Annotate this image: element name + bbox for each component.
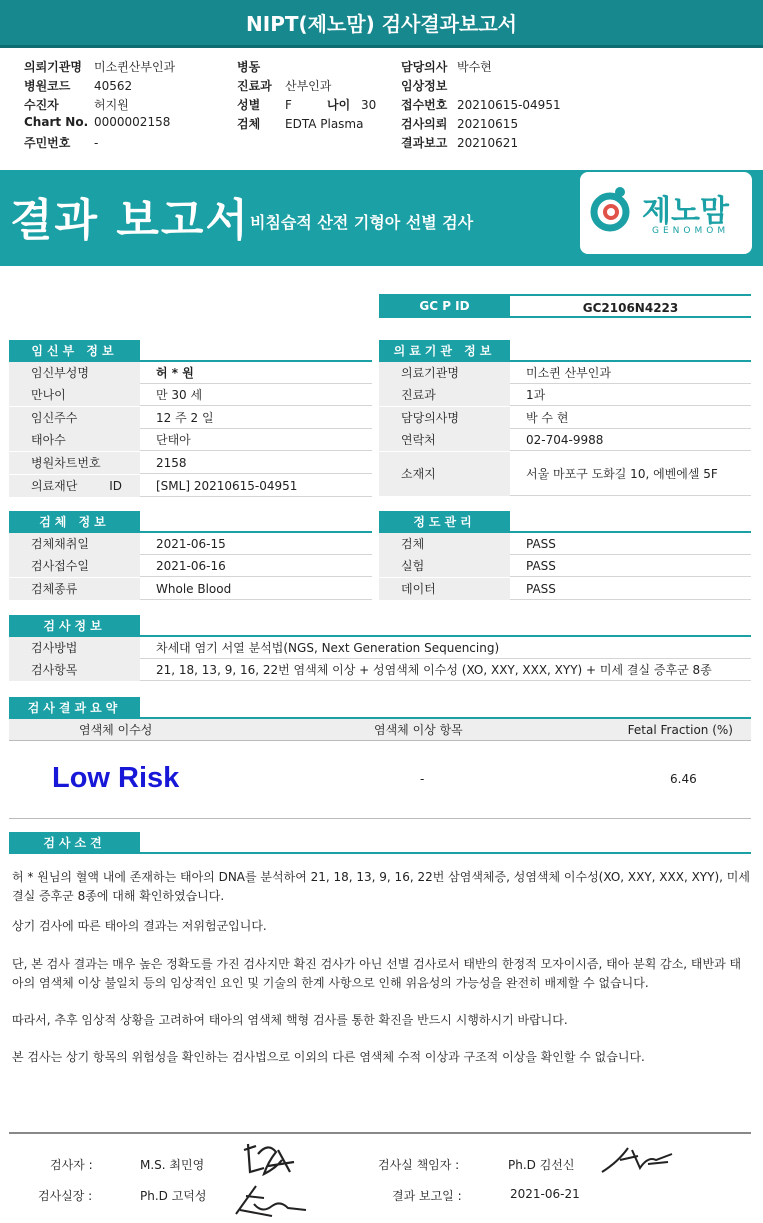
section-findings: 검사소견 (9, 832, 140, 854)
qc-info-value: PASS (526, 582, 556, 596)
info-specimen: 검체 EDTA Plasma (237, 117, 364, 131)
report-date-label: 결과 보고일 : (392, 1189, 462, 1203)
report-title: NIPT(제노맘) 검사결과보고서 (0, 0, 763, 48)
sample-info-value: 2021-06-16 (156, 559, 226, 573)
sample-info-row (9, 533, 372, 555)
institution-info-label: 담당의사명 (379, 407, 510, 429)
finding-p5: 본 검사는 상기 항목의 위험성을 확인하는 검사법으로 이외의 다른 염색체 수적 이상과 구조적 이상을 확인할 수 없습니다. (12, 1050, 645, 1064)
institution-info-value: 미소퀸 산부인과 (526, 366, 611, 380)
tester-name: M.S. 최민영 (140, 1158, 205, 1172)
result-banner (0, 170, 763, 266)
qc-info-row (379, 533, 751, 555)
lab-head-signature-image (598, 1140, 678, 1180)
institution-info-value: 서울 마포구 도화길 10, 에벤에셀 5F (526, 467, 718, 481)
section-summary: 검사결과요약 (9, 697, 140, 719)
mother-info-value: 단태아 (156, 433, 191, 447)
lab-head-name: Ph.D 김선신 (508, 1158, 575, 1172)
info-institution: 의뢰기관명 미소퀸산부인과 (24, 60, 176, 74)
info-reception-no: 접수번호 20210615-04951 (401, 98, 561, 112)
sample-info-row (9, 555, 372, 577)
logo-sub: GENOMOM (652, 226, 730, 236)
test-info-value: 차세대 염기 서열 분석법(NGS, Next Generation Sequencing) (156, 641, 500, 655)
info-clinical: 임상정보 (401, 79, 448, 93)
logo-name: 제노맘 (642, 194, 729, 229)
institution-info-row (379, 362, 751, 384)
genomom-logo (580, 172, 752, 254)
institution-info-value: 1과 (526, 388, 546, 402)
lab-chief-label: 검사실장 : (38, 1189, 93, 1203)
institution-info-row (379, 384, 751, 406)
institution-info-value: 02-704-9988 (526, 433, 604, 447)
section-mother-info: 임신부 정보 (9, 340, 140, 362)
header-info (0, 52, 763, 157)
mother-info-value: [SML] 20210615-04951 (156, 479, 298, 493)
info-doctor: 담당의사 박수현 (401, 60, 492, 74)
qc-info-label: 검체 (379, 533, 510, 555)
info-sex: 성별 F (237, 98, 292, 112)
summary-header-aneuploidy: 염색체 이수성 (79, 723, 153, 737)
institution-info-label: 소재지 (379, 452, 510, 496)
institution-info-value: 박 수 현 (526, 411, 569, 425)
mother-info-row (9, 362, 372, 384)
result-fetal-fraction: 6.46 (670, 772, 697, 786)
section-test-info: 검사정보 (9, 615, 140, 637)
mother-info-label: 만나이 (9, 384, 140, 406)
logo-icon (590, 182, 646, 242)
result-low-risk: Low Risk (52, 762, 180, 794)
qc-info-value: PASS (526, 537, 556, 551)
section-sample-info: 검체 정보 (9, 511, 140, 533)
mother-info-value: 12 주 2 일 (156, 411, 214, 425)
qc-info-label: 데이터 (379, 578, 510, 600)
sample-info-label: 검체채취일 (9, 533, 140, 555)
info-hospital-code: 병원코드 40562 (24, 79, 133, 93)
mother-info-row (9, 475, 372, 497)
finding-p1: 허 * 원님의 혈액 내에 존재하는 태아의 DNA를 분석하여 21, 18, 13, 9, 16, 22번 삼염색체증, 성염색체 이수성(XO, XXY, XXX, XYY), 미세 결실 증후군 8종에 대해 확인하였습니다. (12, 870, 750, 903)
section-institution-info: 의료기관 정보 (379, 340, 510, 362)
qc-info-value: PASS (526, 559, 556, 573)
summary-header-ff: Fetal Fraction (%) (627, 723, 733, 737)
mother-info-label: 임신부성명 (9, 362, 140, 384)
institution-info-label: 진료과 (379, 384, 510, 406)
mother-info-row (9, 429, 372, 451)
gcpid-label: GC P ID (379, 294, 510, 318)
info-age: 나이 30 (327, 98, 377, 112)
summary-header-abnormal: 염색체 이상 항목 (374, 723, 463, 737)
test-info-row (9, 637, 751, 659)
section-qc-info: 정도관리 (379, 511, 510, 533)
mother-info-value: 2158 (156, 456, 187, 470)
sample-info-value: Whole Blood (156, 582, 232, 596)
mother-info-row (9, 452, 372, 474)
tester-label: 검사자 : (50, 1158, 93, 1172)
mother-info-row (9, 384, 372, 406)
test-info-row (9, 659, 751, 681)
tester-signature-image (238, 1138, 298, 1182)
institution-info-label: 의료기관명 (379, 362, 510, 384)
sample-info-row (9, 578, 372, 600)
institution-info-row (379, 407, 751, 429)
finding-p4: 따라서, 추후 임상적 상황을 고려하여 태아의 염색체 핵형 검사를 통한 확진을 반드시 시행하시기 바랍니다. (12, 1013, 568, 1027)
lab-head-label: 검사실 책임자 : (378, 1158, 460, 1172)
institution-info-row (379, 452, 751, 496)
summary-header-row (9, 719, 751, 741)
mother-info-label: 의료재단 ID (9, 475, 140, 497)
qc-info-label: 실험 (379, 555, 510, 577)
sample-info-label: 검사접수일 (9, 555, 140, 577)
qc-info-row (379, 578, 751, 600)
info-department: 진료과 산부인과 (237, 79, 332, 93)
test-info-value: 21, 18, 13, 9, 16, 22번 염색체 이상 + 성염색체 이수성 (XO, XXY, XXX, XYY) + 미세 결실 증후군 8종 (156, 663, 712, 677)
gcpid-value: GC2106N4223 (510, 294, 751, 318)
sample-info-value: 2021-06-15 (156, 537, 226, 551)
result-abnormal: - (420, 772, 425, 786)
mother-info-value: 만 30 세 (156, 388, 203, 402)
info-request-date: 검사의뢰 20210615 (401, 117, 519, 131)
mother-info-value: 허 * 원 (156, 366, 194, 380)
test-info-label: 검사방법 (9, 637, 140, 659)
info-ward: 병동 (237, 60, 261, 74)
mother-info-label: 병원차트번호 (9, 452, 140, 474)
sample-info-label: 검체종류 (9, 578, 140, 600)
info-resident-no: 주민번호 - (24, 136, 99, 150)
qc-info-row (379, 555, 751, 577)
mother-info-label: 임신주수 (9, 407, 140, 429)
institution-info-label: 연락처 (379, 429, 510, 451)
info-report-date: 결과보고 20210621 (401, 136, 519, 150)
test-info-label: 검사항목 (9, 659, 140, 681)
banner-title: 결과 보고서 (10, 195, 250, 246)
report-date-value: 2021-06-21 (510, 1187, 580, 1201)
mother-info-row (9, 407, 372, 429)
lab-chief-name: Ph.D 고덕성 (140, 1189, 207, 1203)
info-patient: 수진자 허지원 (24, 98, 129, 112)
institution-info-row (379, 429, 751, 451)
mother-info-label: 태아수 (9, 429, 140, 451)
finding-p3: 단, 본 검사 결과는 매우 높은 정확도를 가진 검사지만 확진 검사가 아닌 선별 검사로서 태반의 한정적 모자이시즘, 태아 분획 감소, 태반과 태아의 염색체 이상 불일치 등의 임상적인 요인 및 기술의 한계 사항으로 인해 위음성의 가능성을 완전히 배제할 수 없습니다. (12, 957, 742, 990)
info-chart-no: Chart No. 0000002158 (24, 115, 171, 129)
banner-subtitle: 비침습적 산전 기형아 선별 검사 (250, 213, 474, 232)
lab-chief-signature-image (232, 1180, 312, 1220)
finding-p2: 상기 검사에 따른 태아의 결과는 저위험군입니다. (12, 919, 267, 933)
